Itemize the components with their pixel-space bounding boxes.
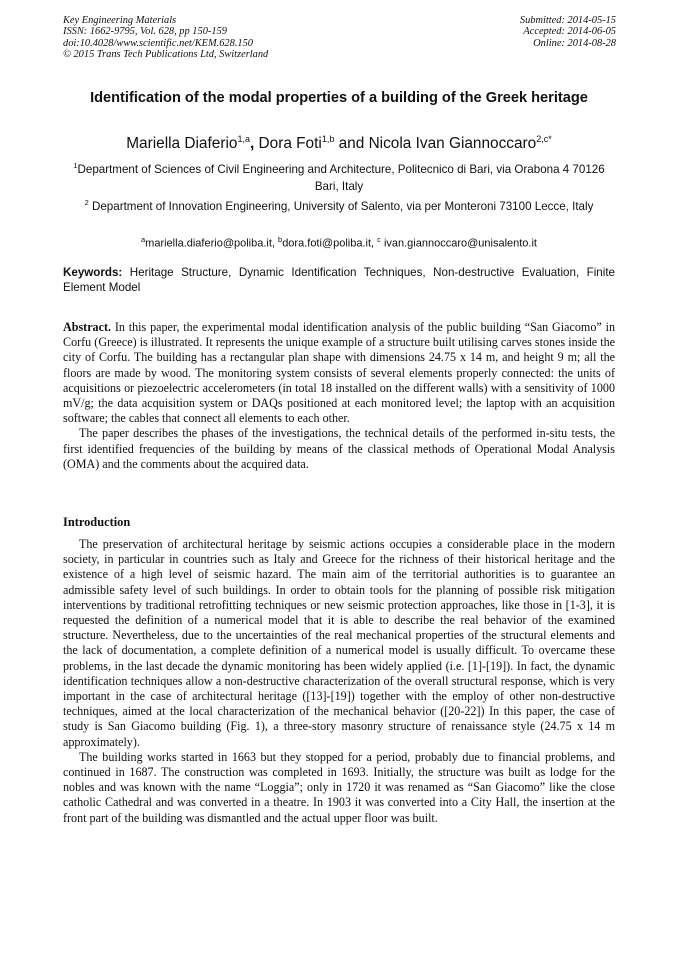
email-mark: c — [377, 235, 381, 244]
introduction-body — [63, 537, 615, 826]
abstract — [63, 320, 615, 472]
author-name: Mariella Diaferio — [126, 135, 238, 153]
author-affiliation-mark: 1,b — [321, 134, 335, 144]
author-affiliation-mark: 2,c* — [536, 134, 552, 144]
author-emails — [63, 232, 615, 252]
author-affiliation-mark: 1,a — [237, 134, 250, 144]
section-heading-introduction: Introduction — [63, 515, 131, 529]
publication-dates — [520, 15, 616, 49]
abstract-paragraph — [63, 320, 615, 426]
email-address: mariella.diaferio@poliba.it, — [145, 237, 279, 250]
submitted-date: Submitted: 2014-05-15 — [519, 15, 616, 26]
paper-title: Identification of the modal properties of a building of the Greek heritage — [90, 90, 588, 106]
abstract-paragraph: The paper describes the phases of the investigations, the technical details of the performed in-situ tests, the first identified frequencies of the building by means of the classical methods of Operational Modal Analysis (OMA) and the comments about the acquired data. — [63, 426, 615, 471]
email-address: ivan.giannoccaro@unisalento.it — [380, 237, 537, 250]
keywords — [63, 266, 615, 295]
author-name: Nicola Ivan Giannoccaro — [368, 135, 537, 153]
author-separator: and — [334, 135, 369, 153]
journal-doi: doi:10.4028/www.scientific.net/KEM.628.150 — [63, 37, 253, 49]
keywords-label: Keywords: — [63, 266, 123, 279]
email-mark: a — [141, 235, 146, 244]
abstract-label: Abstract. — [63, 320, 112, 334]
abstract-text: In this paper, the experimental modal identification analysis of the public building “San Giacomo” in Corfu (Greece) is illustrated. It represents the unique example of a structure built utilising carves stones inside the city of Corfu. The building has a rectangular plan shape with dimensions 24.75 x 14 m, and height 9 m; all the floors are made by wood. The monitoring system consists of several elements properly connected: the units of acquisitions or piezoelectric accelerometers (in total 18 installed on the different walls) with a sensitivity of 1000 mV/g; the data acquisition system or DAQs positioned at each monitored level; the laptop with an acquisition software; the cables that connect all elements to each other. — [63, 320, 615, 426]
affiliation-text: Department of Innovation Engineering, University of Salento, via per Monteroni 73100 Lecce, Italy — [88, 199, 594, 213]
author-list — [63, 129, 615, 154]
journal-name: Key Engineering Materials — [63, 15, 177, 26]
author-name: Dora Foti — [258, 135, 322, 153]
affiliation-number: 1 — [73, 161, 78, 170]
email-mark: b — [278, 235, 283, 244]
online-date: Online: 2014-08-28 — [533, 37, 616, 49]
author-separator: , — [249, 135, 259, 153]
email-address: dora.foti@poliba.it, — [282, 237, 378, 250]
accepted-date: Accepted: 2014-06-05 — [523, 26, 616, 38]
journal-copyright: © 2015 Trans Tech Publications Ltd, Switzerland — [63, 49, 269, 61]
affiliation-number: 2 — [84, 198, 89, 207]
introduction-paragraph: The preservation of architectural heritage by seismic actions occupies a considerable place in the modern society, in particular in countries such as Italy and Greece for the richness of their historical heritage and the existence of a high level of seismic hazard. The main aim of the territorial authorities is to guarantee an admissible safety level of such buildings. In order to obtain tools for the planning of possible risk mitigation interventions by traditional retrofitting techniques or new seismic protection approaches, like those in [1-3], it is requested the definition of a numerical model that it is able to describe the real behavior of the examined structure. Nevertheless, due to the uncertainties of the real mechanical properties of the structural elements and the lack of documentation, a complete definition of a numerical model is usually difficult. To overcame these problems, in the last decade the dynamic monitoring has been widely applied (i.e. [1]-[19]). In fact, the dynamic identification techniques allow a non-destructive characterization of the overall structural response, which is very important in the case of architectural heritage ([13]-[19]) together with the employ of other non-destructive techniques, aimed at the local characterization of the mechanical behavior ([20-22]) In this paper, the case of study is San Giacomo building (Fig. 1), a three-story masonry structure of renaissance style (24.75 x 14 m approximately). — [63, 537, 615, 749]
affiliation — [63, 194, 615, 215]
journal-info — [63, 15, 268, 61]
keywords-text: Heritage Structure, Dynamic Identification Techniques, Non-destructive Evaluation, Finite Element Model — [63, 266, 615, 294]
affiliation-text: Department of Sciences of Civil Engineering and Architecture, Politecnico di Bari, via Orabona 4 70126 Bari, Italy — [77, 162, 605, 193]
affiliation — [63, 157, 615, 195]
journal-issn: ISSN: 1662-9795, Vol. 628, pp 150-159 — [63, 26, 227, 38]
introduction-paragraph: The building works started in 1663 but they stopped for a period, probably due to financial problems, and continued in 1687. The construction was completed in 1693. Initially, the structure was built as lodge for the nobles and was known with the name “Loggia”; only in 1720 it was renamed as “San Giacomo” like the close catholic Cathedral and was converted in a theatre. In 1903 it was converted into a City Hall, the insertion at the front part of the building was dismantled and the actual upper floor was built. — [63, 749, 615, 825]
